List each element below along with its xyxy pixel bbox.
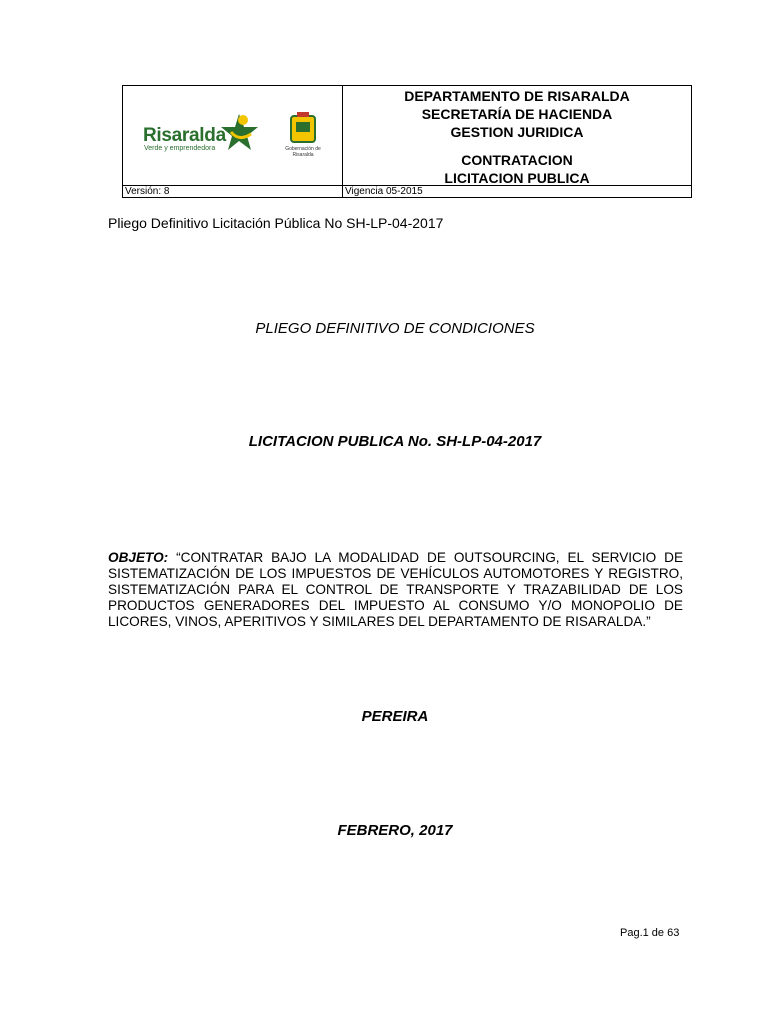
seal-caption: Gobernación de Risaralda [285, 146, 321, 158]
logo-wordmark: Risaralda [143, 125, 226, 146]
header-title-cell [343, 86, 691, 185]
objeto-paragraph [108, 550, 683, 630]
header-subtitle-line: CONTRATACION [461, 152, 573, 168]
vigencia-label: Vigencia 05-2015 [345, 186, 423, 197]
page-number: Pag.1 de 63 [620, 927, 680, 939]
city: PEREIRA [361, 708, 429, 725]
document-title: PLIEGO DEFINITIVO DE CONDICIONES [255, 320, 535, 337]
risaralda-logo [141, 110, 259, 158]
coat-of-arms-icon [283, 112, 323, 146]
header-title-line: SECRETARÍA DE HACIENDA [421, 106, 613, 122]
header-bottom-row [123, 185, 691, 198]
header-title [343, 87, 691, 141]
header-title-line: DEPARTAMENTO DE RISARALDA [404, 88, 630, 104]
objeto-label: OBJETO: [108, 550, 169, 565]
header-subtitle-line: LICITACION PUBLICA [444, 170, 590, 186]
header-table [122, 85, 692, 198]
logo-cell [123, 86, 343, 185]
government-seal [283, 112, 323, 156]
objeto-text: “CONTRATAR BAJO LA MODALIDAD DE OUTSOURCING, EL SERVICIO DE SISTEMATIZACIÓN DE LOS IMPUESTOS DE VEHÍCULOS AUTOMOTORES Y REGISTRO, SISTEMATIZACIÓN PARA EL CONTROL DE TRANSPORTE Y TRAZABILIDAD DE LOS PRODUCTOS GENERADORES DEL IMPUESTO AL CONSUMO Y/O MONOPOLIO DE LICORES, VINOS, APERITIVOS Y SIMILARES DEL DEPARTAMENTO DE RISARALDA.” [108, 550, 684, 629]
star-figure-icon [221, 112, 261, 154]
version-label: Versión: 8 [123, 186, 343, 198]
header-subtitle [343, 151, 691, 187]
date: FEBRERO, 2017 [337, 822, 453, 839]
header-title-line: GESTION JURIDICA [450, 124, 584, 140]
document-reference: Pliego Definitivo Licitación Pública No SH-LP-04-2017 [108, 215, 444, 231]
licitacion-number: LICITACION PUBLICA No. SH-LP-04-2017 [248, 433, 542, 450]
logo-tagline: Verde y emprendedora [144, 145, 216, 152]
